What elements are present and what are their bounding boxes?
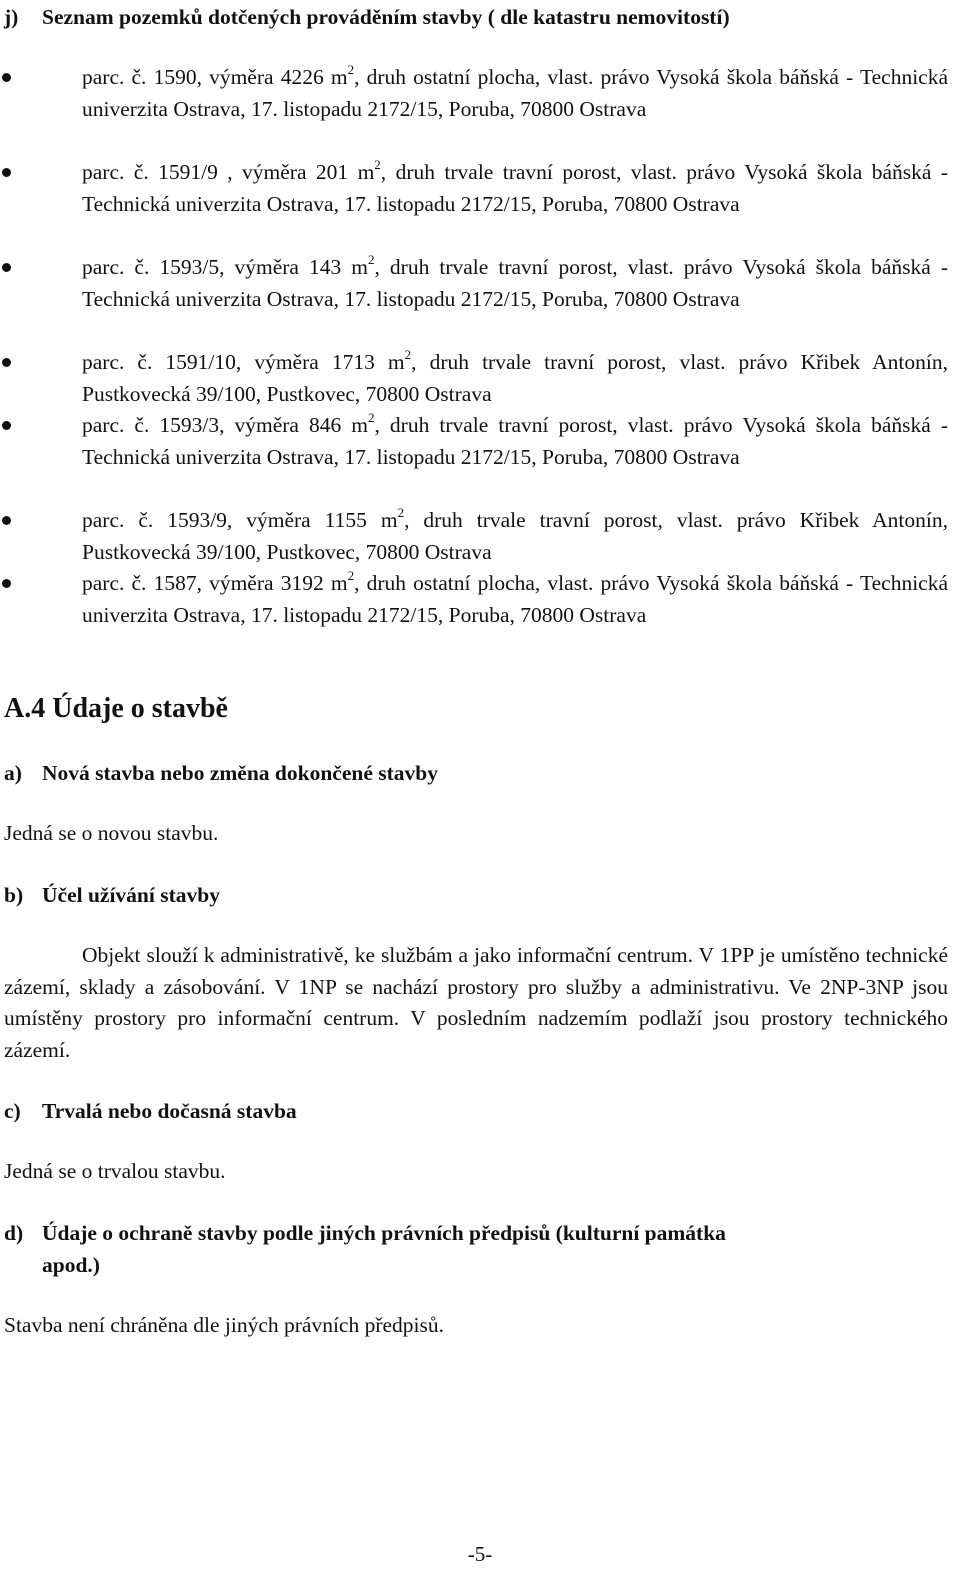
parcel-text: parc. č. 1590, výměra 4226 $m^2$, druh ostatní plocha, vlast. právo Vysoká škola báňská - Technická univerzita Ostrava, 17. listopadu 2172/15, Poruba, 70800 Ostrava	[82, 61, 948, 121]
sub-a-heading	[4, 758, 438, 788]
sub-b-label: b)	[4, 883, 24, 907]
section-j-heading	[4, 2, 730, 32]
parcel-text: parc. č. 1593/3, výměra 846 $m^2$, druh trvale travní porost, vlast. právo Vysoká škola báňská - Technická univerzita Ostrava, 17. listopadu 2172/15, Poruba, 70800 Ostrava	[82, 409, 948, 469]
sub-c-title: Trvalá nebo dočasná stavba	[42, 1099, 297, 1123]
bullet-icon	[2, 516, 11, 525]
parcel-text: parc. č. 1591/10, výměra 1713 $m^2$, druh trvale travní porost, vlast. právo Křibek Antonín, Pustkovecká 39/100, Pustkovec, 70800 Ostrava	[82, 346, 948, 406]
sub-d-title-line1: Údaje o ochraně stavby podle jiných právních předpisů (kulturní památka	[42, 1221, 726, 1245]
sub-d-title-line2: apod.)	[42, 1252, 100, 1277]
parcel-text: parc. č. 1587, výměra 3192 $m^2$, druh ostatní plocha, vlast. právo Vysoká škola báňská - Technická univerzita Ostrava, 17. listopadu 2172/15, Poruba, 70800 Ostrava	[82, 567, 948, 627]
bullet-icon	[2, 358, 11, 367]
parcel-text: parc. č. 1593/5, výměra 143 $m^2$, druh trvale travní porost, vlast. právo Vysoká škola báňská - Technická univerzita Ostrava, 17. listopadu 2172/15, Poruba, 70800 Ostrava	[82, 251, 948, 311]
sub-c-label: c)	[4, 1099, 21, 1123]
page-number: -5-	[467, 1542, 493, 1566]
sub-a-label: a)	[4, 761, 22, 785]
bullet-icon	[2, 579, 11, 588]
sub-d-text: Stavba není chráněna dle jiných právních předpisů.	[4, 1313, 445, 1337]
section-a4-title: A.4 Údaje o stavbě	[4, 693, 228, 724]
bullet-icon	[2, 421, 11, 430]
section-j-title: Seznam pozemků dotčených prováděním stavby ( dle katastru nemovitostí)	[42, 5, 730, 29]
section-j-label: j)	[4, 5, 19, 29]
sub-a-title: Nová stavba nebo změna dokončené stavby	[42, 761, 438, 785]
sub-b-text: Objekt slouží k administrativě, ke službám a jako informační centrum. V 1PP je umístěno technické zázemí, sklady a zásobování. V 1NP se nachází prostory pro služby a administrativu. Ve 2NP-3NP jsou umístěny prostory pro informační centrum. V posledním nadzemím podlaží jsou prostory technického zázemí.	[4, 943, 948, 1062]
sub-a-text: Jedná se o novou stavbu.	[4, 821, 219, 845]
sub-c-text: Jedná se o trvalou stavbu.	[4, 1159, 226, 1183]
sub-d-heading	[4, 1218, 948, 1281]
sub-d-label: d)	[4, 1221, 24, 1245]
bullet-icon	[2, 168, 11, 177]
sub-b-heading	[4, 880, 220, 910]
sub-c-heading	[4, 1096, 297, 1126]
parcel-text: parc. č. 1593/9, výměra 1155 $m^2$, druh trvale travní porost, vlast. právo Křibek Antonín, Pustkovecká 39/100, Pustkovec, 70800 Ostrava	[82, 504, 948, 564]
parcel-text: parc. č. 1591/9 , výměra 201 $m^2$, druh trvale travní porost, vlast. právo Vysoká škola báňská - Technická univerzita Ostrava, 17. listopadu 2172/15, Poruba, 70800 Ostrava	[82, 156, 948, 216]
bullet-icon	[2, 263, 11, 272]
sub-b-title: Účel užívání stavby	[42, 883, 220, 907]
bullet-icon	[2, 73, 11, 82]
